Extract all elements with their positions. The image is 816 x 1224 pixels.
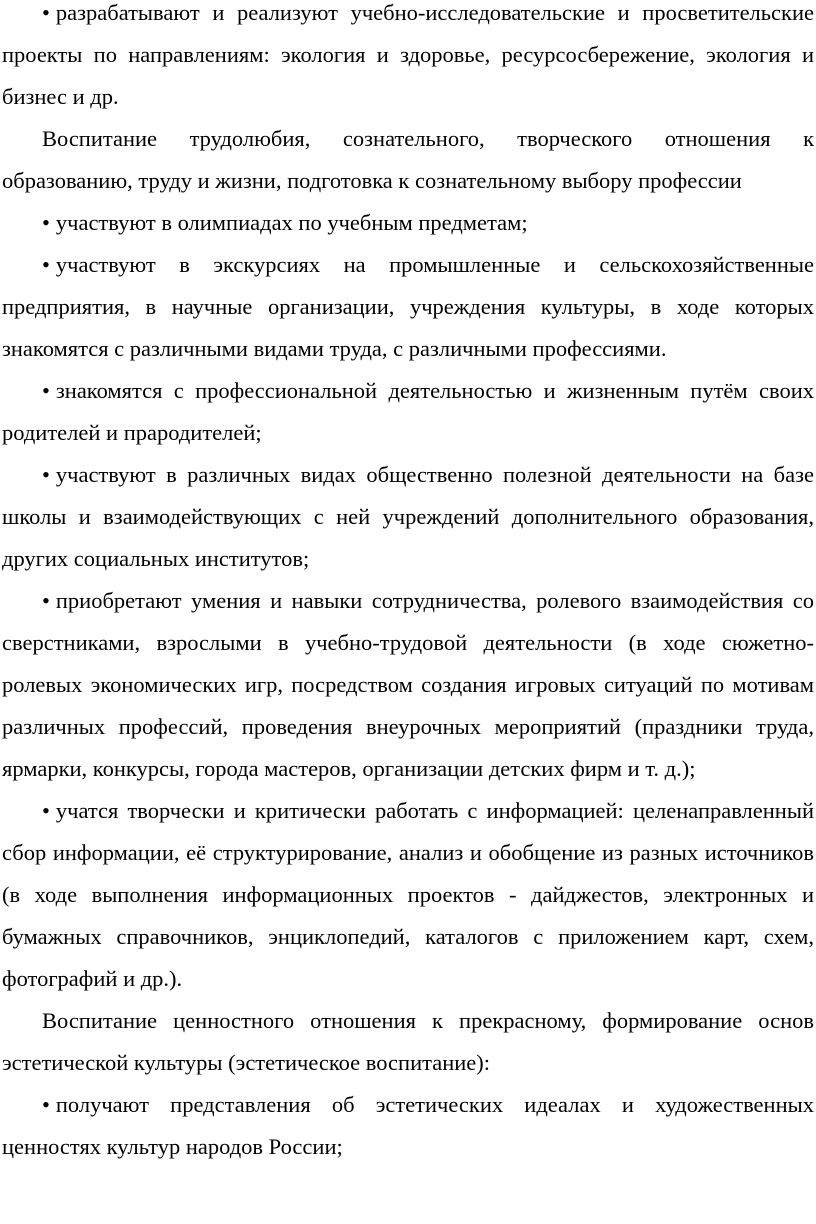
bullet-marker: • <box>42 0 50 25</box>
bullet-marker: • <box>42 378 50 403</box>
paragraph-text: участвуют в различных видах общественно полезной деятельности на базе школы и взаимодействующих с ней учреждений дополнительного образования, других социальных институтов; <box>2 462 814 571</box>
bullet-marker: • <box>42 462 50 487</box>
bullet-marker: • <box>42 588 50 613</box>
paragraph-text: приобретают умения и навыки сотрудничества, ролевого взаимодействия со сверстниками, взрослыми в учебно-трудовой деятельности (в ходе сюжетно-ролевых экономических игр, посредством создания игровых ситуаций по мотивам различных профессий, проведения внеурочных мероприятий (праздники труда, ярмарки, конкурсы, города мастеров, организации детских фирм и т. д.); <box>2 588 814 781</box>
paragraph-4 <box>2 244 814 370</box>
paragraph-6 <box>2 454 814 580</box>
paragraph-text: получают представления об эстетических идеалах и художественных ценностях культур народов России; <box>2 1092 814 1159</box>
paragraph-text: учатся творчески и критически работать с информацией: целенаправленный сбор информации, её структурирование, анализ и обобщение из разных источников (в ходе выполнения информационных проектов - дайджестов, электронных и бумажных справочников, энциклопедий, каталогов с приложением карт, схем, фотографий и др.). <box>2 798 814 991</box>
paragraph-text: знакомятся с профессиональной деятельностью и жизненным путём своих родителей и прародителей; <box>2 378 814 445</box>
paragraph-text: Воспитание ценностного отношения к прекрасному, формирование основ эстетической культуры (эстетическое воспитание): <box>2 1008 814 1075</box>
paragraph-2 <box>2 118 814 202</box>
paragraph-text: разрабатывают и реализуют учебно-исследовательские и просветительские проекты по направлениям: экология и здоровье, ресурсосбережение, экология и бизнес и др. <box>2 0 814 109</box>
bullet-marker: • <box>42 798 50 823</box>
bullet-marker: • <box>42 1092 50 1117</box>
bullet-marker: • <box>42 252 50 277</box>
paragraph-5 <box>2 370 814 454</box>
paragraph-text: Воспитание трудолюбия, сознательного, творческого отношения к образованию, труду и жизни, подготовка к сознательному выбору профессии <box>2 126 814 193</box>
paragraph-8 <box>2 790 814 1000</box>
paragraph-10 <box>2 1084 814 1168</box>
paragraph-7 <box>2 580 814 790</box>
paragraph-9 <box>2 1000 814 1084</box>
paragraph-text: участвуют в олимпиадах по учебным предметам; <box>55 210 528 235</box>
paragraph-text: участвуют в экскурсиях на промышленные и сельскохозяйственные предприятия, в научные организации, учреждения культуры, в ходе которых знакомятся с различными видами труда, с различными профессиями. <box>2 252 814 361</box>
bullet-marker: • <box>42 210 50 235</box>
paragraph-1 <box>2 0 814 118</box>
paragraph-3 <box>2 202 814 244</box>
